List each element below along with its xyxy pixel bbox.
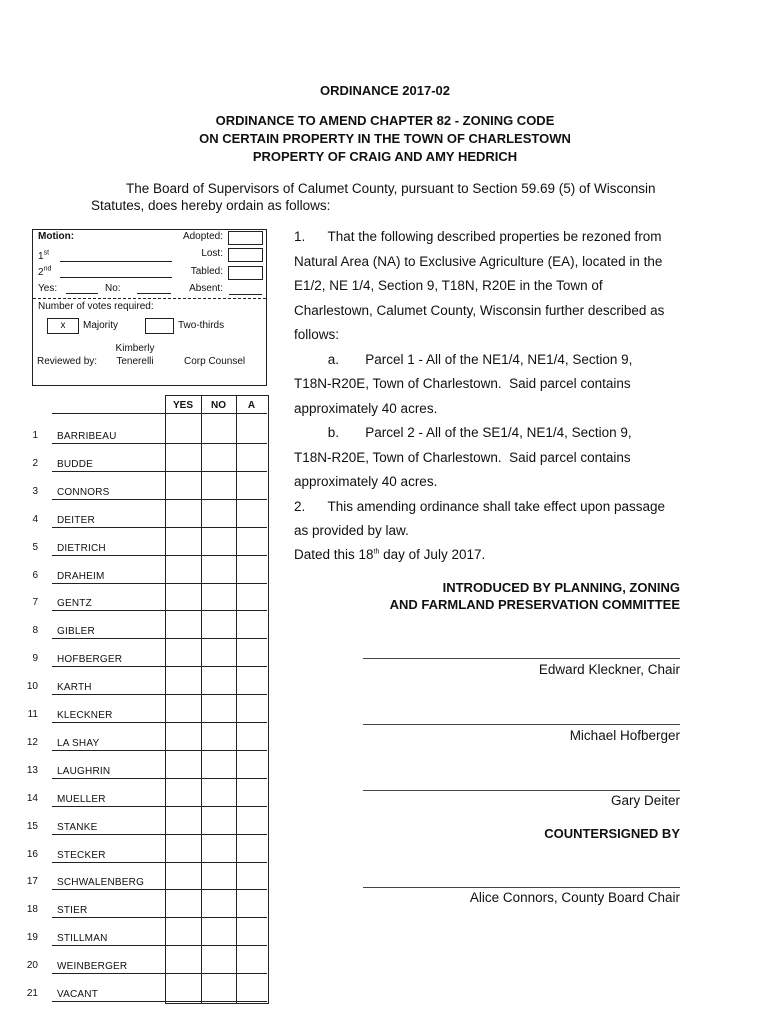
roll-call-name: HOFBERGER bbox=[57, 654, 123, 665]
roll-call-row-line bbox=[52, 583, 267, 584]
roll-call-number: 19 bbox=[26, 932, 38, 943]
signature-line-4[interactable] bbox=[363, 887, 680, 888]
roll-call-number: 17 bbox=[26, 876, 38, 887]
reviewer-last-name: Tenerelli bbox=[116, 356, 154, 367]
roll-call-name: STILLMAN bbox=[57, 933, 108, 944]
ordinance-number: ORDINANCE 2017-02 bbox=[319, 83, 451, 98]
roll-call-name: STECKER bbox=[57, 850, 106, 861]
title-line-1: ORDINANCE TO AMEND CHAPTER 82 - ZONING CODE bbox=[215, 113, 555, 128]
corp-counsel-label: Corp Counsel bbox=[184, 356, 246, 367]
tabled-field[interactable] bbox=[228, 266, 263, 280]
adopted-label: Adopted: bbox=[182, 231, 223, 242]
majority-label: Majority bbox=[83, 320, 119, 331]
countersigned-heading: COUNTERSIGNED BY bbox=[544, 826, 680, 841]
reviewed-by-label: Reviewed by: bbox=[37, 356, 98, 367]
intro-line-1: The Board of Supervisors of Calumet County, pursuant to Section 59.69 (5) of Wisconsin bbox=[126, 181, 656, 196]
roll-call-number: 21 bbox=[26, 988, 38, 999]
reviewer-first-name: Kimberly bbox=[115, 343, 155, 354]
roll-call-row-line bbox=[52, 973, 267, 974]
roll-call-row-line bbox=[52, 806, 267, 807]
dated-line: Dated this 18th day of July 2017. bbox=[294, 547, 486, 562]
ordinance-text-line: approximately 40 acres. bbox=[294, 474, 438, 489]
roll-call-name: GENTZ bbox=[57, 598, 92, 609]
intro-line-2: Statutes, does hereby ordain as follows: bbox=[91, 198, 331, 213]
signature-name-4: Alice Connors, County Board Chair bbox=[469, 890, 680, 905]
roll-call-number: 6 bbox=[32, 570, 38, 581]
roll-call-name: VACANT bbox=[57, 989, 99, 1000]
signature-name-3: Gary Deiter bbox=[610, 793, 680, 808]
roll-call-row-line bbox=[52, 778, 267, 779]
first-motion-label: 1st bbox=[38, 249, 50, 262]
ordinance-text-line: b. Parcel 2 - All of the SE1/4, NE1/4, Section 9, bbox=[294, 425, 632, 440]
signature-line-3[interactable] bbox=[363, 790, 680, 791]
roll-call-name: BARRIBEAU bbox=[57, 431, 117, 442]
ordinance-text-line: 2. This amending ordinance shall take effect upon passage bbox=[294, 499, 665, 514]
lost-label: Lost: bbox=[201, 248, 223, 259]
roll-call-row-line bbox=[52, 722, 267, 723]
roll-call-number: 10 bbox=[26, 681, 38, 692]
ordinance-text-line: 1. That the following described properties be rezoned from bbox=[294, 229, 662, 244]
tabled-label: Tabled: bbox=[190, 266, 223, 277]
roll-call-number: 14 bbox=[26, 793, 38, 804]
roll-call-row-line bbox=[52, 443, 267, 444]
column-no: NO bbox=[211, 400, 226, 411]
committee-line-2: AND FARMLAND PRESERVATION COMMITTEE bbox=[389, 597, 680, 612]
ordinance-text-line: as provided by law. bbox=[294, 523, 409, 538]
motion-label: Motion: bbox=[38, 231, 75, 242]
roll-call-number: 11 bbox=[27, 709, 38, 720]
roll-call-name: CONNORS bbox=[57, 487, 110, 498]
title-line-3: PROPERTY OF CRAIG AND AMY HEDRICH bbox=[252, 149, 518, 164]
roll-call-row-line bbox=[52, 499, 267, 500]
roll-call-row-line bbox=[52, 527, 267, 528]
roll-call-row-line bbox=[52, 834, 267, 835]
column-a: A bbox=[247, 400, 256, 411]
roll-call-name: DRAHEIM bbox=[57, 571, 105, 582]
ordinance-text-line: E1/2, NE 1/4, Section 9, T18N, R20E in the Town of bbox=[294, 278, 603, 293]
roll-call-name: STANKE bbox=[57, 822, 98, 833]
column-yes: YES bbox=[172, 400, 193, 411]
roll-call-number: 4 bbox=[32, 514, 38, 525]
lost-field[interactable] bbox=[228, 248, 263, 262]
roll-call-name: SCHWALENBERG bbox=[57, 877, 145, 888]
roll-call-row-line bbox=[52, 555, 267, 556]
roll-call-number: 20 bbox=[26, 960, 38, 971]
roll-call-number: 2 bbox=[32, 458, 38, 469]
majority-checkbox[interactable]: x bbox=[47, 318, 79, 334]
roll-call-name: KARTH bbox=[57, 682, 92, 693]
ordinance-text-line: Natural Area (NA) to Exclusive Agriculture (EA), located in the bbox=[294, 254, 663, 269]
yes-label: Yes: bbox=[38, 283, 58, 294]
roll-call-grid bbox=[165, 395, 269, 1004]
roll-call-number: 5 bbox=[32, 542, 38, 553]
roll-call-name: LAUGHRIN bbox=[57, 766, 111, 777]
roll-call-row-line bbox=[52, 889, 267, 890]
signature-line-1[interactable] bbox=[363, 658, 680, 659]
roll-call-name: KLECKNER bbox=[57, 710, 113, 721]
roll-call-number: 9 bbox=[32, 653, 38, 664]
roll-call-number: 18 bbox=[26, 904, 38, 915]
roll-call-name: LA SHAY bbox=[57, 738, 100, 749]
two-thirds-label: Two-thirds bbox=[178, 320, 225, 331]
roll-call-row-line bbox=[52, 471, 267, 472]
absent-label: Absent: bbox=[189, 283, 223, 294]
roll-call-row-line bbox=[52, 638, 267, 639]
second-motion-label: 2nd bbox=[38, 265, 52, 278]
ordinance-text-line: T18N-R20E, Town of Charlestown. Said parcel contains bbox=[294, 376, 631, 391]
roll-call-number: 13 bbox=[26, 765, 38, 776]
roll-call-name: DIETRICH bbox=[57, 543, 106, 554]
signature-name-1: Edward Kleckner, Chair bbox=[538, 662, 680, 677]
roll-call-number: 1 bbox=[32, 430, 38, 441]
ordinance-text-line: a. Parcel 1 - All of the NE1/4, NE1/4, Section 9, bbox=[294, 352, 633, 367]
roll-call-number: 7 bbox=[32, 597, 38, 608]
two-thirds-checkbox[interactable] bbox=[145, 318, 174, 334]
ordinance-text-line: approximately 40 acres. bbox=[294, 401, 438, 416]
signature-name-2: Michael Hofberger bbox=[569, 728, 680, 743]
no-label: No: bbox=[105, 283, 121, 294]
ordinance-text-line: Charlestown, Calumet County, Wisconsin further described as bbox=[294, 303, 665, 318]
roll-call-number: 3 bbox=[32, 486, 38, 497]
roll-call-name: STIER bbox=[57, 905, 88, 916]
roll-call-number: 8 bbox=[32, 625, 38, 636]
roll-call-name: DEITER bbox=[57, 515, 95, 526]
roll-call-number: 12 bbox=[26, 737, 38, 748]
signature-line-2[interactable] bbox=[363, 724, 680, 725]
roll-call-row-line bbox=[52, 750, 267, 751]
roll-call-name: WEINBERGER bbox=[57, 961, 128, 972]
roll-call-row-line bbox=[52, 694, 267, 695]
roll-call-row-line bbox=[52, 666, 267, 667]
title-line-2: ON CERTAIN PROPERTY IN THE TOWN OF CHARLESTOWN bbox=[199, 131, 571, 146]
roll-call-row-line bbox=[52, 945, 267, 946]
committee-line-1: INTRODUCED BY PLANNING, ZONING bbox=[442, 580, 680, 595]
roll-call-row-line bbox=[52, 917, 267, 918]
roll-call-number: 16 bbox=[26, 849, 38, 860]
adopted-field[interactable] bbox=[228, 231, 263, 245]
vote-box bbox=[32, 229, 267, 386]
roll-call-name: BUDDE bbox=[57, 459, 94, 470]
roll-call-name: MUELLER bbox=[57, 794, 106, 805]
roll-call-row-line bbox=[52, 862, 267, 863]
ordinance-text-line: T18N-R20E, Town of Charlestown. Said parcel contains bbox=[294, 450, 631, 465]
ordinance-text-line: follows: bbox=[294, 327, 340, 342]
votes-required-label: Number of votes required: bbox=[38, 301, 154, 312]
roll-call-row-line bbox=[52, 1001, 267, 1002]
roll-call-name: GIBLER bbox=[57, 626, 95, 637]
roll-call-row-line bbox=[52, 610, 267, 611]
roll-call-number: 15 bbox=[26, 821, 38, 832]
